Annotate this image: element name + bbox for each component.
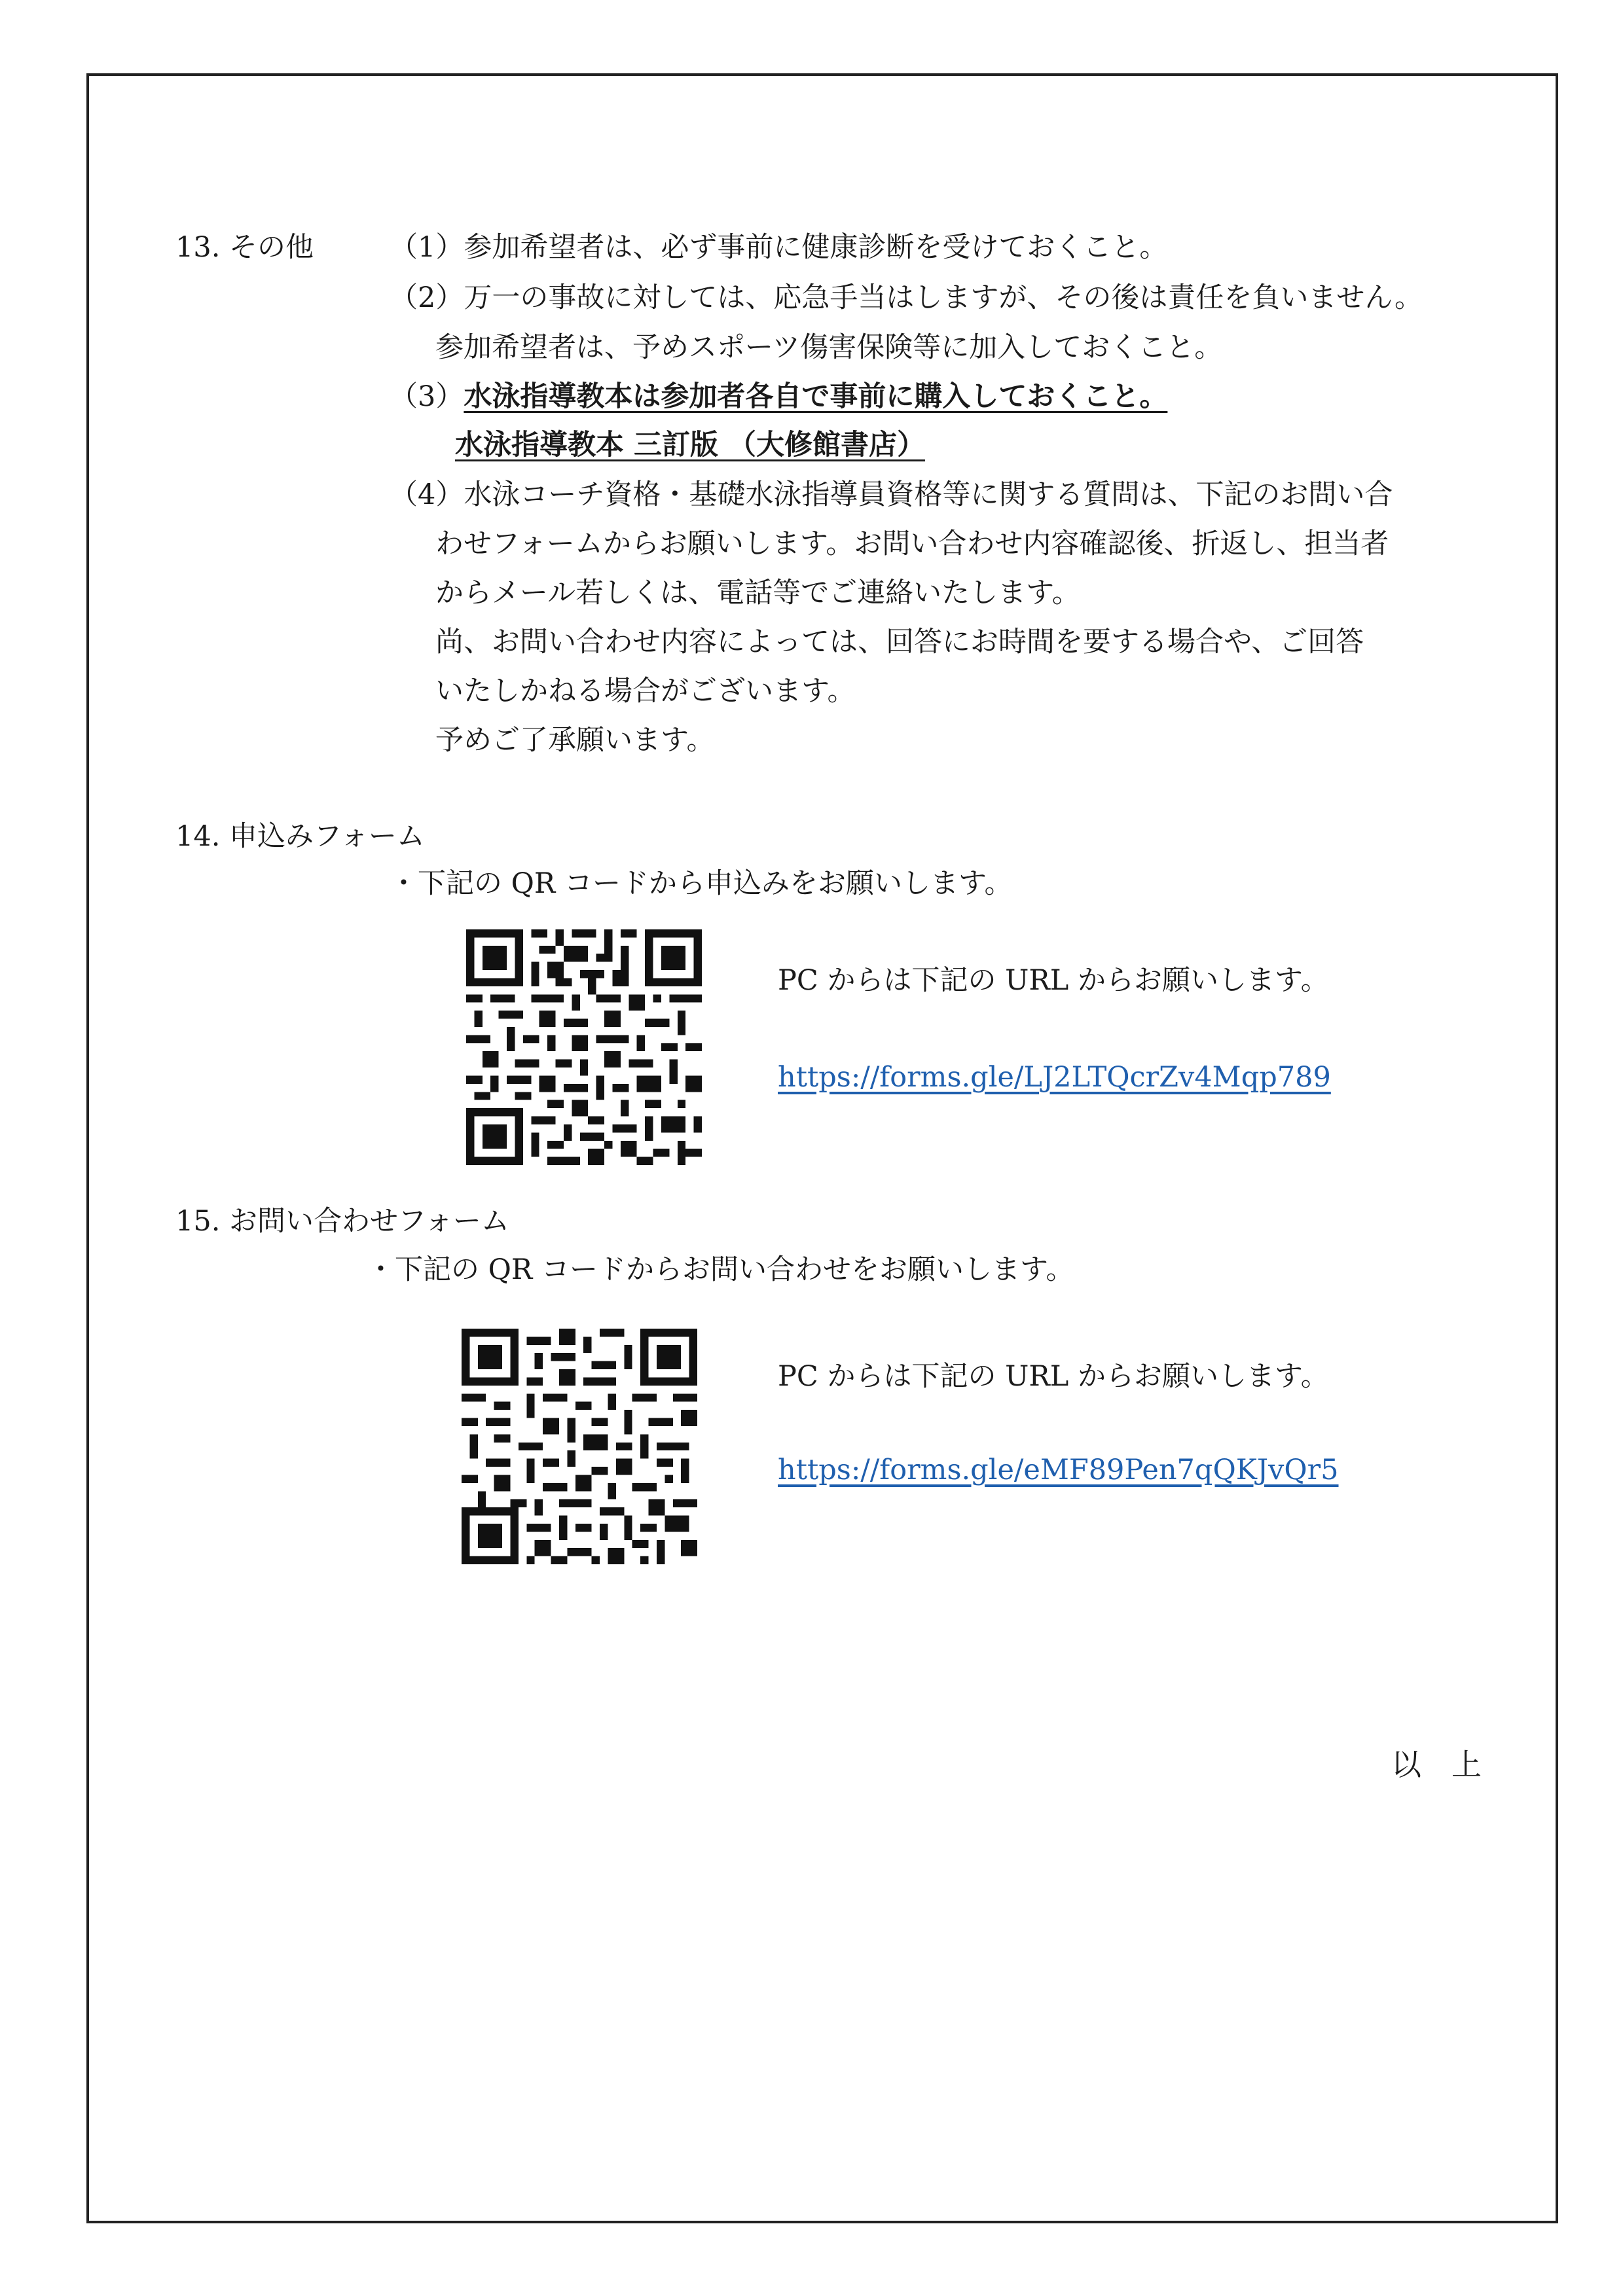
section-13-item-4-line-6: 予めご了承願います。 <box>435 724 715 757</box>
qr-code-inquiry-image <box>462 1329 697 1564</box>
section-15-pc-text: PC からは下記の URL からお願いします。 <box>778 1360 1329 1393</box>
section-13-item-4-line-5: いたしかねる場合がございます。 <box>435 675 856 708</box>
qr-code-application-image <box>466 929 702 1165</box>
section-15-bullet: ・下記の QR コードからお問い合わせをお願いします。 <box>367 1253 1074 1286</box>
section-13-item-4-line-3: からメール若しくは、電話等でご連絡いたします。 <box>435 577 1080 609</box>
qr-code-inquiry <box>462 1329 697 1564</box>
section-13-item-3-line-1 <box>390 378 1167 415</box>
section-13-item-4-line-4: 尚、お問い合わせ内容によっては、回答にお時間を要する場合や、ご回答 <box>435 626 1364 658</box>
section-13-item-3-prefix: （3） <box>390 380 464 413</box>
section-13-item-2-line-2: 参加希望者は、予めスポーツ傷害保険等に加入しておくこと。 <box>435 331 1223 364</box>
section-14-bullet: ・下記の QR コードから申込みをお願いします。 <box>390 867 1013 900</box>
section-13-item-3-line-2: 水泳指導教本 三訂版 （大修館書店） <box>455 429 925 461</box>
section-13-item-4-line-1: （4）水泳コーチ資格・基礎水泳指導員資格等に関する質問は、下記のお問い合 <box>390 478 1393 511</box>
section-14-pc-text: PC からは下記の URL からお願いします。 <box>778 964 1329 997</box>
section-15-heading: 15. お問い合わせフォーム <box>175 1205 509 1238</box>
section-13-item-1: （1）参加希望者は、必ず事前に健康診断を受けておくこと。 <box>390 231 1168 264</box>
section-15-url-link[interactable]: https://forms.gle/eMF89Pen7qQKJvQr5 <box>778 1454 1339 1486</box>
closing-text: 以 上 <box>1391 1747 1482 1782</box>
section-14-heading: 14. 申込みフォーム <box>175 820 425 853</box>
section-13-item-3-text: 水泳指導教本は参加者各自で事前に購入しておくこと。 <box>464 380 1168 413</box>
qr-code-application <box>466 929 702 1165</box>
section-13-heading: 13. その他 <box>175 231 314 264</box>
section-13-item-4-line-2: わせフォームからお願いします。お問い合わせ内容確認後、折返し、担当者 <box>435 528 1389 560</box>
section-14-url-link[interactable]: https://forms.gle/LJ2LTQcrZv4Mqp789 <box>778 1061 1331 1094</box>
section-13-item-2-line-1: （2）万一の事故に対しては、応急手当はしますが、その後は責任を負いません。 <box>390 281 1423 314</box>
